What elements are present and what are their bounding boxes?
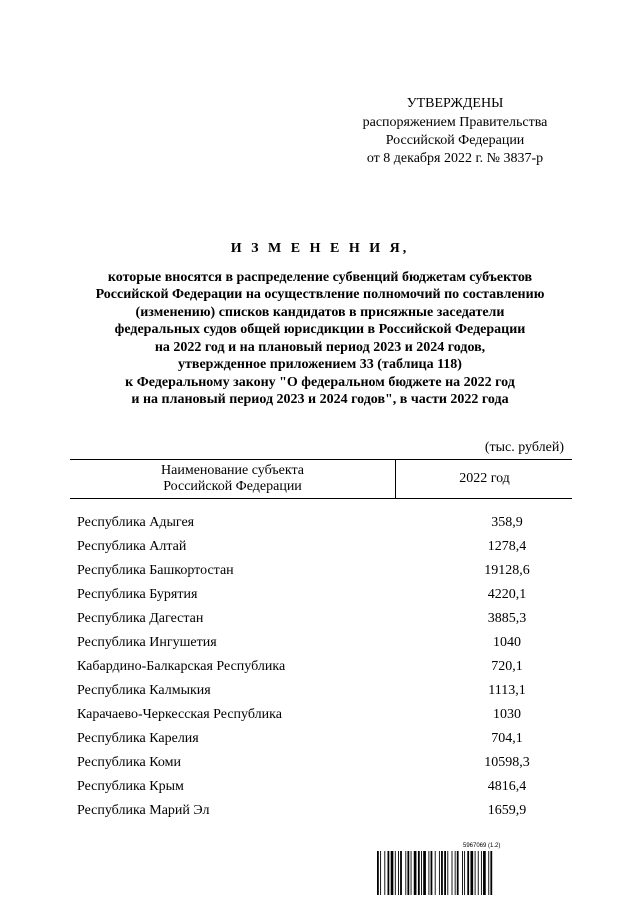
title-line: и на плановый период 2023 и 2024 годов", в части 2022 года — [131, 392, 509, 407]
row-name: Республика Ингушетия — [77, 635, 217, 650]
table-row — [77, 753, 577, 777]
table-row — [77, 801, 577, 825]
row-name: Республика Башкортостан — [77, 563, 234, 578]
row-value: 4816,4 — [487, 779, 527, 794]
barcode-bar — [407, 851, 409, 895]
units-label: (тыс. рублей) — [484, 440, 564, 455]
approval-line-2: Российской Федерации — [385, 133, 525, 148]
barcode-bar — [405, 851, 406, 895]
barcode-bar — [414, 851, 417, 895]
barcode-bar — [435, 851, 436, 895]
barcode-bar — [481, 851, 482, 895]
approval-line-3: от 8 декабря 2022 г. № 3837-р — [366, 151, 544, 166]
table-row — [77, 585, 577, 609]
document-title — [40, 240, 600, 409]
barcode-bar — [467, 851, 469, 895]
barcode-bar — [423, 851, 426, 895]
barcode-bar — [475, 851, 476, 895]
barcode-icon — [377, 851, 567, 895]
table-row — [77, 777, 577, 801]
barcode-bar — [388, 851, 390, 895]
title-line: которые вносятся в распределение субвенций бюджетам субъектов — [107, 269, 533, 285]
table-row — [77, 561, 577, 585]
row-value: 1113,1 — [488, 683, 526, 698]
approval-line-1: распоряжением Правительства — [362, 115, 548, 130]
row-value: 1040 — [493, 635, 521, 650]
table-header — [70, 459, 572, 499]
approval-stamp — [330, 95, 580, 168]
row-name: Республика Марий Эл — [77, 803, 210, 818]
barcode-bar — [398, 851, 399, 895]
barcode-bar — [483, 851, 486, 895]
row-value: 1278,4 — [487, 539, 527, 554]
barcode-bar — [464, 851, 465, 895]
header-subject — [70, 460, 396, 498]
row-value: 1659,9 — [487, 803, 527, 818]
header-subject-line-2: Российской Федерации — [163, 479, 302, 494]
barcode-bar — [470, 851, 473, 895]
barcode-bar — [452, 851, 453, 895]
table-row — [77, 729, 577, 753]
barcode-label: 5967069 (1.2) — [463, 843, 501, 849]
row-value: 4220,1 — [487, 587, 527, 602]
barcode-bar — [431, 851, 433, 895]
table-row — [77, 657, 577, 681]
row-name: Республика Калмыкия — [77, 683, 211, 698]
barcode-bar — [462, 851, 463, 895]
barcode-bar — [421, 851, 422, 895]
row-name: Республика Карелия — [77, 731, 199, 746]
row-name: Карачаево-Черкесская Республика — [77, 707, 282, 722]
barcode-bar — [478, 851, 479, 895]
barcode-bar — [428, 851, 429, 895]
barcode-bar — [439, 851, 440, 895]
row-name: Республика Крым — [77, 779, 184, 794]
table-row — [77, 513, 577, 537]
row-value: 19128,6 — [484, 563, 530, 578]
header-subject-line-1: Наименование субъекта — [161, 463, 304, 478]
title-line: к Федеральному закону "О федеральном бюджете на 2022 год — [125, 374, 515, 390]
title-line: на 2022 год и на плановый период 2023 и 2024 годов, — [154, 339, 486, 355]
title-line: Российской Федерации на осуществление полномочий по составлению — [95, 287, 545, 302]
row-value: 704,1 — [491, 731, 523, 746]
approval-heading: УТВЕРЖДЕНЫ — [406, 96, 504, 111]
barcode-bar — [490, 851, 492, 895]
title-main: И З М Е Н Е Н И Я, — [230, 241, 410, 256]
table-row — [77, 537, 577, 561]
barcode-bar — [441, 851, 443, 895]
table-row — [77, 705, 577, 729]
title-line: федеральных судов общей юрисдикции в Российской Федерации — [114, 322, 526, 337]
barcode-bar — [447, 851, 448, 895]
barcode-bar — [457, 851, 459, 895]
row-value: 358,9 — [491, 515, 523, 530]
row-value: 1030 — [493, 707, 521, 722]
barcode-bar — [380, 851, 381, 895]
row-value: 3885,3 — [487, 611, 527, 626]
barcode-bar — [395, 851, 396, 895]
table-row — [77, 681, 577, 705]
barcode-bar — [377, 851, 379, 895]
barcode-bar — [384, 851, 385, 895]
barcode-bar — [488, 851, 489, 895]
barcode-bar — [411, 851, 412, 895]
row-name: Республика Дагестан — [77, 611, 204, 626]
row-name: Республика Коми — [77, 755, 181, 770]
barcode-bar — [391, 851, 394, 895]
row-name: Республика Алтай — [77, 539, 187, 554]
barcode-bar — [455, 851, 456, 895]
barcode-bar — [418, 851, 420, 895]
barcode-bar — [444, 851, 446, 895]
row-value: 10598,3 — [484, 755, 530, 770]
row-name: Республика Бурятия — [77, 587, 198, 602]
row-value: 720,1 — [491, 659, 523, 674]
title-line: (изменению) списков кандидатов в присяжные заседатели — [135, 304, 505, 320]
row-name: Республика Адыгея — [77, 515, 195, 530]
row-name: Кабардино-Балкарская Республика — [77, 659, 286, 674]
barcode-bar — [400, 851, 402, 895]
table-row — [77, 633, 577, 657]
header-year: 2022 год — [459, 471, 510, 486]
table-row — [77, 609, 577, 633]
title-line: утвержденное приложением 33 (таблица 118) — [178, 357, 462, 372]
table-body — [77, 513, 577, 825]
